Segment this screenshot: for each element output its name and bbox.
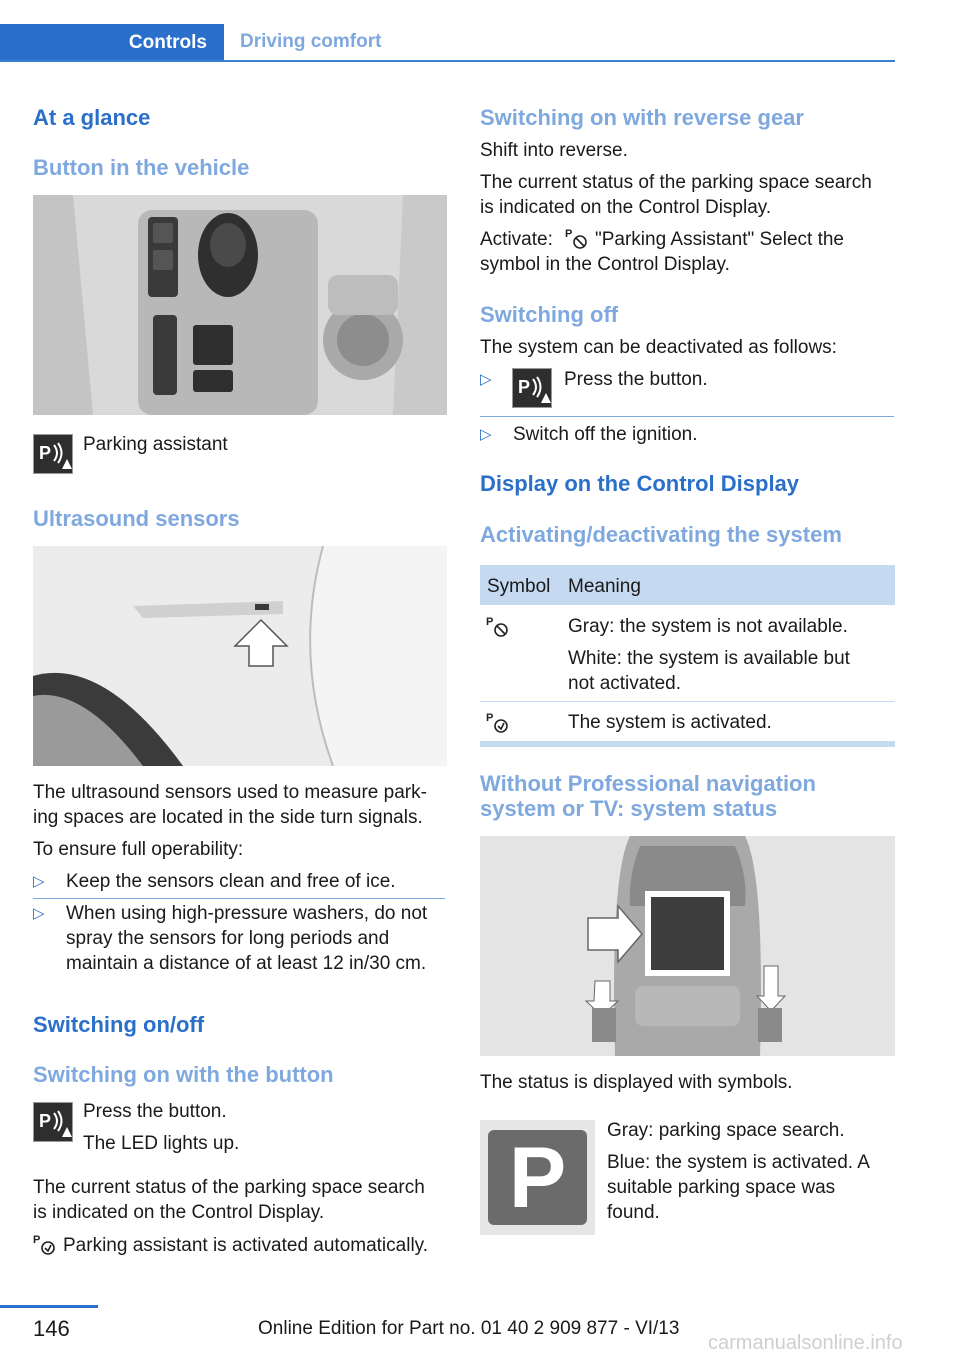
button-photo xyxy=(33,195,447,415)
row2-activated: The system is activated. xyxy=(568,712,772,733)
bullet-triangle-icon: ▷ xyxy=(480,371,492,388)
parking-assistant-icon xyxy=(512,368,552,408)
bullet-triangle-icon: ▷ xyxy=(33,873,45,890)
blue-activated-line3: found. xyxy=(607,1202,660,1223)
bullet-triangle-icon: ▷ xyxy=(33,905,45,922)
activate-label: Activate: xyxy=(480,229,553,250)
row1-white-line2: not activated. xyxy=(568,673,682,694)
parking-p-icon xyxy=(488,1130,587,1225)
svg-text:P: P xyxy=(518,377,531,397)
blue-activated-line2: suitable parking space was xyxy=(607,1177,836,1198)
table-row-divider xyxy=(480,701,895,702)
auto-activated: Parking assistant is activated automatically. xyxy=(63,1235,429,1256)
heading-ultrasound-sensors: Ultrasound sensors xyxy=(33,506,240,531)
heading-switching-off: Switching off xyxy=(480,302,619,327)
shift-reverse: Shift into reverse. xyxy=(480,140,628,161)
parking-p-letter: P xyxy=(508,1129,567,1226)
svg-text:P: P xyxy=(39,1111,52,1131)
page-number: 146 xyxy=(33,1316,70,1341)
header-rule xyxy=(0,60,895,62)
heading-reverse-gear: Switching on with reverse gear xyxy=(480,105,804,130)
sensors-paragraph-line1: The ultrasound sensors used to measure park‐ xyxy=(33,782,427,803)
heading-switching-on-off: Switching on/off xyxy=(33,1012,205,1037)
parking-assistant-icon xyxy=(33,1102,73,1142)
parking-assistant-active-icon xyxy=(486,710,510,734)
off-bullet-press: Press the button. xyxy=(564,369,708,390)
blue-activated-line1: Blue: the system is activated. A xyxy=(607,1152,870,1173)
parking-assistant-off-icon xyxy=(486,614,510,638)
row1-gray: Gray: the system is not available. xyxy=(568,616,848,637)
led-lights-up: The LED lights up. xyxy=(83,1133,240,1154)
svg-text:P: P xyxy=(39,443,52,463)
svg-text:P: P xyxy=(33,1234,41,1246)
sensor-photo xyxy=(33,546,447,766)
sensors-paragraph-line2: ing spaces are located in the side turn signals. xyxy=(33,807,423,828)
heading-at-a-glance: At a glance xyxy=(33,105,151,130)
off-bullet-ignition: Switch off the ignition. xyxy=(513,424,698,445)
status-line1: The current status of the parking space search xyxy=(33,1177,425,1198)
watermark: carmanualsonline.info xyxy=(708,1332,903,1354)
table-bottom-rule xyxy=(480,741,895,747)
edition-text: Online Edition for Part no. 01 40 2 909 877 - VI/13 xyxy=(258,1318,680,1339)
heading-control-display: Display on the Control Display xyxy=(480,471,800,496)
car-status-diagram xyxy=(480,836,895,1056)
off-intro: The system can be deactivated as follows: xyxy=(480,337,837,358)
row1-white-line1: White: the system is available but xyxy=(568,648,850,669)
status-line2: is indicated on the Control Display. xyxy=(33,1202,325,1223)
heading-switching-on-button: Switching on with the button xyxy=(33,1062,334,1087)
parking-assistant-icon xyxy=(33,434,73,474)
right-status-line2: is indicated on the Control Display. xyxy=(480,197,772,218)
svg-text:P: P xyxy=(565,228,573,240)
gray-search: Gray: parking space search. xyxy=(607,1120,845,1141)
bullet-washers-line3: maintain a distance of at least 12 in/30 cm. xyxy=(66,953,427,974)
heading-activating-deactivating: Activating/deactivating the system xyxy=(480,522,842,547)
activate-text-line1: "Parking Assistant" Select the xyxy=(595,229,845,250)
parking-active-icon xyxy=(33,1232,57,1256)
parking-p-symbol xyxy=(480,1120,595,1235)
divider xyxy=(480,416,894,417)
divider xyxy=(33,898,445,899)
svg-text:P: P xyxy=(486,616,494,628)
col-symbol: Symbol xyxy=(487,576,551,597)
svg-text:P: P xyxy=(486,712,494,724)
activate-text-line2: symbol in the Control Display. xyxy=(480,254,730,275)
bullet-clean: Keep the sensors clean and free of ice. xyxy=(66,871,396,892)
tab-driving-comfort[interactable]: Driving comfort xyxy=(240,31,382,52)
footer-rule xyxy=(0,1305,98,1308)
bullet-washers-line1: When using high-pressure washers, do not xyxy=(66,903,428,924)
heading-without-nav-line2: system or TV: system status xyxy=(480,796,778,821)
symbols-text: The status is displayed with symbols. xyxy=(480,1072,793,1093)
tab-controls[interactable]: Controls xyxy=(0,24,224,62)
sensors-operability: To ensure full operability: xyxy=(33,839,244,860)
bullet-washers-line2: spray the sensors for long periods and xyxy=(66,928,390,949)
button-caption: Parking assistant xyxy=(83,434,228,455)
right-status-line1: The current status of the parking space search xyxy=(480,172,872,193)
heading-button-in-vehicle: Button in the vehicle xyxy=(33,155,250,180)
heading-without-nav-line1: Without Professional navigation xyxy=(480,771,816,796)
col-meaning: Meaning xyxy=(568,576,641,597)
bullet-triangle-icon: ▷ xyxy=(480,426,492,443)
parking-assistant-symbol-icon xyxy=(565,226,589,250)
press-button: Press the button. xyxy=(83,1101,227,1122)
